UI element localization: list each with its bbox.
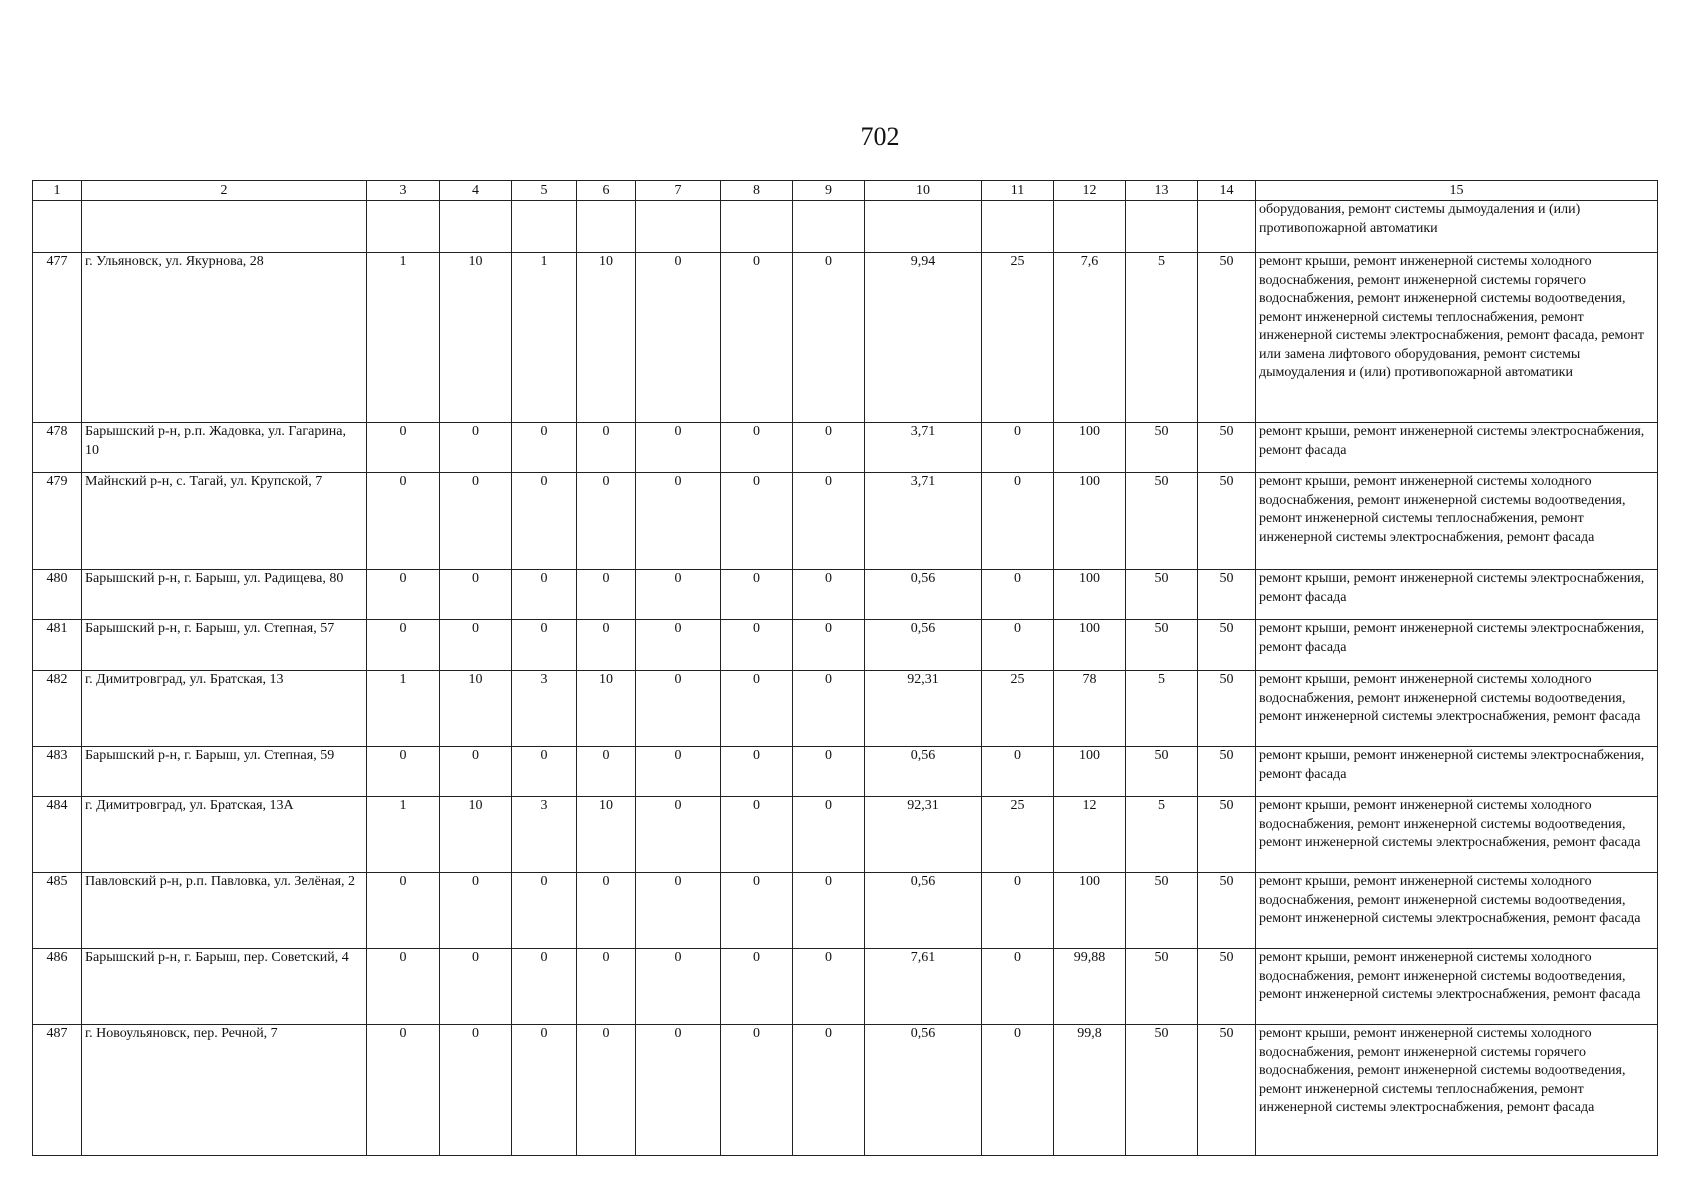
row-number-cell: 486 <box>33 949 82 1025</box>
value-cell: 0 <box>577 873 636 949</box>
value-cell: 0,56 <box>865 570 982 620</box>
column-header: 9 <box>793 181 865 201</box>
column-header: 11 <box>982 181 1054 201</box>
value-cell: 0 <box>793 949 865 1025</box>
works-cell: ремонт крыши, ремонт инженерной системы электроснабжения, ремонт фасада <box>1256 620 1658 671</box>
works-cell: ремонт крыши, ремонт инженерной системы холодного водоснабжения, ремонт инженерной системы водоотведения, ремонт инженерной системы электроснабжения, ремонт фасада <box>1256 797 1658 873</box>
row-number-cell: 479 <box>33 473 82 570</box>
row-number-cell: 483 <box>33 747 82 797</box>
value-cell: 7,61 <box>865 949 982 1025</box>
value-cell: 0 <box>577 473 636 570</box>
value-cell: 1 <box>367 253 440 423</box>
row-number-cell: 484 <box>33 797 82 873</box>
table-row <box>33 473 1658 570</box>
value-cell: 10 <box>440 797 512 873</box>
row-number-cell: 477 <box>33 253 82 423</box>
value-cell: 0 <box>512 570 577 620</box>
value-cell: 25 <box>982 671 1054 747</box>
value-cell: 50 <box>1198 873 1256 949</box>
table-row <box>33 747 1658 797</box>
value-cell: 0 <box>440 570 512 620</box>
works-cell: ремонт крыши, ремонт инженерной системы электроснабжения, ремонт фасада <box>1256 423 1658 473</box>
value-cell: 99,8 <box>1054 1025 1126 1156</box>
row-number-cell: 478 <box>33 423 82 473</box>
value-cell: 0 <box>440 423 512 473</box>
value-cell: 0 <box>982 873 1054 949</box>
column-header: 6 <box>577 181 636 201</box>
value-cell: 0 <box>577 1025 636 1156</box>
column-header: 4 <box>440 181 512 201</box>
address-cell: Барышский р-н, г. Барыш, ул. Степная, 59 <box>82 747 367 797</box>
value-cell: 0 <box>367 570 440 620</box>
value-cell: 0 <box>982 1025 1054 1156</box>
value-cell: 100 <box>1054 570 1126 620</box>
value-cell: 0 <box>440 873 512 949</box>
table-cell <box>577 201 636 253</box>
value-cell: 0 <box>721 620 793 671</box>
value-cell: 50 <box>1126 873 1198 949</box>
table-row <box>33 253 1658 423</box>
address-cell: г. Димитровград, ул. Братская, 13А <box>82 797 367 873</box>
row-number-cell: 485 <box>33 873 82 949</box>
value-cell: 100 <box>1054 473 1126 570</box>
value-cell: 0 <box>793 747 865 797</box>
value-cell: 0,56 <box>865 873 982 949</box>
value-cell: 50 <box>1198 747 1256 797</box>
value-cell: 100 <box>1054 873 1126 949</box>
column-header: 10 <box>865 181 982 201</box>
value-cell: 3,71 <box>865 473 982 570</box>
value-cell: 0 <box>512 873 577 949</box>
value-cell: 25 <box>982 253 1054 423</box>
value-cell: 0 <box>636 949 721 1025</box>
value-cell: 0 <box>636 620 721 671</box>
value-cell: 3,71 <box>865 423 982 473</box>
value-cell: 0 <box>721 253 793 423</box>
value-cell: 0 <box>512 747 577 797</box>
value-cell: 0 <box>982 473 1054 570</box>
value-cell: 0 <box>440 473 512 570</box>
value-cell: 99,88 <box>1054 949 1126 1025</box>
table-body <box>33 201 1658 1156</box>
value-cell: 50 <box>1198 797 1256 873</box>
value-cell: 10 <box>577 671 636 747</box>
value-cell: 25 <box>982 797 1054 873</box>
row-number-cell: 482 <box>33 671 82 747</box>
value-cell: 50 <box>1198 253 1256 423</box>
column-header: 8 <box>721 181 793 201</box>
value-cell: 50 <box>1126 747 1198 797</box>
table-cell <box>82 201 367 253</box>
table-row <box>33 620 1658 671</box>
column-header: 3 <box>367 181 440 201</box>
value-cell: 50 <box>1198 423 1256 473</box>
continuation-row <box>33 201 1658 253</box>
value-cell: 0 <box>577 570 636 620</box>
value-cell: 0 <box>512 620 577 671</box>
value-cell: 0 <box>440 1025 512 1156</box>
value-cell: 0 <box>721 671 793 747</box>
value-cell: 0 <box>367 1025 440 1156</box>
value-cell: 0 <box>367 423 440 473</box>
value-cell: 0 <box>636 797 721 873</box>
column-header: 13 <box>1126 181 1198 201</box>
value-cell: 0 <box>793 570 865 620</box>
column-header: 14 <box>1198 181 1256 201</box>
value-cell: 3 <box>512 671 577 747</box>
table-cell <box>1054 201 1126 253</box>
table-cell <box>1198 201 1256 253</box>
table-row <box>33 570 1658 620</box>
value-cell: 0 <box>982 747 1054 797</box>
value-cell: 5 <box>1126 797 1198 873</box>
table-row <box>33 423 1658 473</box>
value-cell: 0 <box>367 620 440 671</box>
address-cell: Барышский р-н, г. Барыш, пер. Советский, 4 <box>82 949 367 1025</box>
table-row <box>33 949 1658 1025</box>
address-cell: г. Димитровград, ул. Братская, 13 <box>82 671 367 747</box>
value-cell: 0 <box>577 423 636 473</box>
value-cell: 0,56 <box>865 1025 982 1156</box>
works-cell: ремонт крыши, ремонт инженерной системы холодного водоснабжения, ремонт инженерной системы горячего водоснабжения, ремонт инженерной системы водоотведения, ремонт инженерной системы теплоснабжения, ремонт инженерной системы электроснабжения, ремонт фасада <box>1256 1025 1658 1156</box>
value-cell: 100 <box>1054 423 1126 473</box>
works-cell: ремонт крыши, ремонт инженерной системы холодного водоснабжения, ремонт инженерной системы водоотведения, ремонт инженерной системы теплоснабжения, ремонт инженерной системы электроснабжения, ремонт фасада <box>1256 473 1658 570</box>
value-cell: 0 <box>636 671 721 747</box>
value-cell: 0 <box>793 797 865 873</box>
value-cell: 78 <box>1054 671 1126 747</box>
value-cell: 0 <box>636 570 721 620</box>
value-cell: 50 <box>1198 949 1256 1025</box>
value-cell: 10 <box>440 253 512 423</box>
address-cell: Барышский р-н, г. Барыш, ул. Степная, 57 <box>82 620 367 671</box>
value-cell: 10 <box>577 797 636 873</box>
value-cell: 50 <box>1126 949 1198 1025</box>
value-cell: 50 <box>1126 423 1198 473</box>
value-cell: 0 <box>721 797 793 873</box>
works-cell: ремонт крыши, ремонт инженерной системы электроснабжения, ремонт фасада <box>1256 570 1658 620</box>
value-cell: 5 <box>1126 671 1198 747</box>
column-header: 2 <box>82 181 367 201</box>
value-cell: 0 <box>793 620 865 671</box>
table-cell <box>33 201 82 253</box>
works-cell: ремонт крыши, ремонт инженерной системы электроснабжения, ремонт фасада <box>1256 747 1658 797</box>
value-cell: 0 <box>440 620 512 671</box>
address-cell: Майнский р-н, с. Тагай, ул. Крупской, 7 <box>82 473 367 570</box>
value-cell: 0 <box>440 949 512 1025</box>
value-cell: 12 <box>1054 797 1126 873</box>
value-cell: 0 <box>721 949 793 1025</box>
value-cell: 0 <box>721 873 793 949</box>
value-cell: 0 <box>793 473 865 570</box>
works-cell: оборудования, ремонт системы дымоудаления и (или) противопожарной автоматики <box>1256 201 1658 253</box>
address-cell: г. Новоульяновск, пер. Речной, 7 <box>82 1025 367 1156</box>
value-cell: 92,31 <box>865 671 982 747</box>
page-number: 702 <box>860 122 900 151</box>
value-cell: 1 <box>512 253 577 423</box>
value-cell: 0 <box>982 423 1054 473</box>
value-cell: 50 <box>1198 620 1256 671</box>
value-cell: 0 <box>793 671 865 747</box>
value-cell: 0,56 <box>865 747 982 797</box>
value-cell: 3 <box>512 797 577 873</box>
value-cell: 10 <box>577 253 636 423</box>
table-cell <box>367 201 440 253</box>
value-cell: 0 <box>636 1025 721 1156</box>
table-cell <box>636 201 721 253</box>
value-cell: 0 <box>367 473 440 570</box>
value-cell: 0 <box>636 473 721 570</box>
value-cell: 0 <box>721 570 793 620</box>
value-cell: 0 <box>512 423 577 473</box>
table-cell <box>440 201 512 253</box>
register-table <box>32 180 1658 1156</box>
table-cell <box>512 201 577 253</box>
column-number-row <box>33 181 1658 201</box>
value-cell: 0 <box>721 423 793 473</box>
value-cell: 0 <box>367 949 440 1025</box>
works-cell: ремонт крыши, ремонт инженерной системы холодного водоснабжения, ремонт инженерной системы водоотведения, ремонт инженерной системы электроснабжения, ремонт фасада <box>1256 873 1658 949</box>
value-cell: 100 <box>1054 620 1126 671</box>
column-header: 15 <box>1256 181 1658 201</box>
value-cell: 50 <box>1198 473 1256 570</box>
value-cell: 0 <box>577 620 636 671</box>
value-cell: 9,94 <box>865 253 982 423</box>
table-cell <box>865 201 982 253</box>
value-cell: 0 <box>793 873 865 949</box>
value-cell: 50 <box>1126 570 1198 620</box>
value-cell: 50 <box>1198 1025 1256 1156</box>
row-number-cell: 480 <box>33 570 82 620</box>
value-cell: 50 <box>1126 1025 1198 1156</box>
value-cell: 0 <box>721 473 793 570</box>
value-cell: 0 <box>793 1025 865 1156</box>
row-number-cell: 481 <box>33 620 82 671</box>
value-cell: 0 <box>636 873 721 949</box>
column-header: 5 <box>512 181 577 201</box>
value-cell: 50 <box>1198 570 1256 620</box>
address-cell: г. Ульяновск, ул. Якурнова, 28 <box>82 253 367 423</box>
value-cell: 0 <box>512 1025 577 1156</box>
value-cell: 10 <box>440 671 512 747</box>
value-cell: 0 <box>721 1025 793 1156</box>
works-cell: ремонт крыши, ремонт инженерной системы холодного водоснабжения, ремонт инженерной системы горячего водоснабжения, ремонт инженерной системы водоотведения, ремонт инженерной системы теплоснабжения, ремонт инженерной системы электроснабжения, ремонт фасада, ремонт или замена лифтового оборудования, ремонт системы дымоудаления и (или) противопожарной автоматики <box>1256 253 1658 423</box>
value-cell: 50 <box>1198 671 1256 747</box>
table-row <box>33 873 1658 949</box>
table-cell <box>793 201 865 253</box>
value-cell: 0,56 <box>865 620 982 671</box>
value-cell: 0 <box>512 949 577 1025</box>
column-header: 7 <box>636 181 721 201</box>
value-cell: 5 <box>1126 253 1198 423</box>
value-cell: 0 <box>721 747 793 797</box>
table-cell <box>982 201 1054 253</box>
value-cell: 0 <box>636 747 721 797</box>
value-cell: 0 <box>577 747 636 797</box>
value-cell: 0 <box>440 747 512 797</box>
value-cell: 0 <box>512 473 577 570</box>
table-row <box>33 671 1658 747</box>
table-cell <box>1126 201 1198 253</box>
value-cell: 0 <box>793 423 865 473</box>
value-cell: 7,6 <box>1054 253 1126 423</box>
value-cell: 0 <box>982 570 1054 620</box>
address-cell: Барышский р-н, г. Барыш, ул. Радищева, 80 <box>82 570 367 620</box>
table-row <box>33 1025 1658 1156</box>
value-cell: 1 <box>367 671 440 747</box>
value-cell: 50 <box>1126 620 1198 671</box>
value-cell: 1 <box>367 797 440 873</box>
value-cell: 0 <box>793 253 865 423</box>
value-cell: 100 <box>1054 747 1126 797</box>
column-header: 1 <box>33 181 82 201</box>
table-row <box>33 797 1658 873</box>
table-cell <box>721 201 793 253</box>
value-cell: 0 <box>636 423 721 473</box>
address-cell: Павловский р-н, р.п. Павловка, ул. Зелёная, 2 <box>82 873 367 949</box>
value-cell: 0 <box>367 747 440 797</box>
address-cell: Барышский р-н, р.п. Жадовка, ул. Гагарина, 10 <box>82 423 367 473</box>
value-cell: 0 <box>982 949 1054 1025</box>
value-cell: 0 <box>577 949 636 1025</box>
works-cell: ремонт крыши, ремонт инженерной системы холодного водоснабжения, ремонт инженерной системы водоотведения, ремонт инженерной системы электроснабжения, ремонт фасада <box>1256 671 1658 747</box>
value-cell: 92,31 <box>865 797 982 873</box>
value-cell: 0 <box>367 873 440 949</box>
value-cell: 0 <box>982 620 1054 671</box>
row-number-cell: 487 <box>33 1025 82 1156</box>
value-cell: 0 <box>636 253 721 423</box>
value-cell: 50 <box>1126 473 1198 570</box>
column-header: 12 <box>1054 181 1126 201</box>
works-cell: ремонт крыши, ремонт инженерной системы холодного водоснабжения, ремонт инженерной системы водоотведения, ремонт инженерной системы электроснабжения, ремонт фасада <box>1256 949 1658 1025</box>
